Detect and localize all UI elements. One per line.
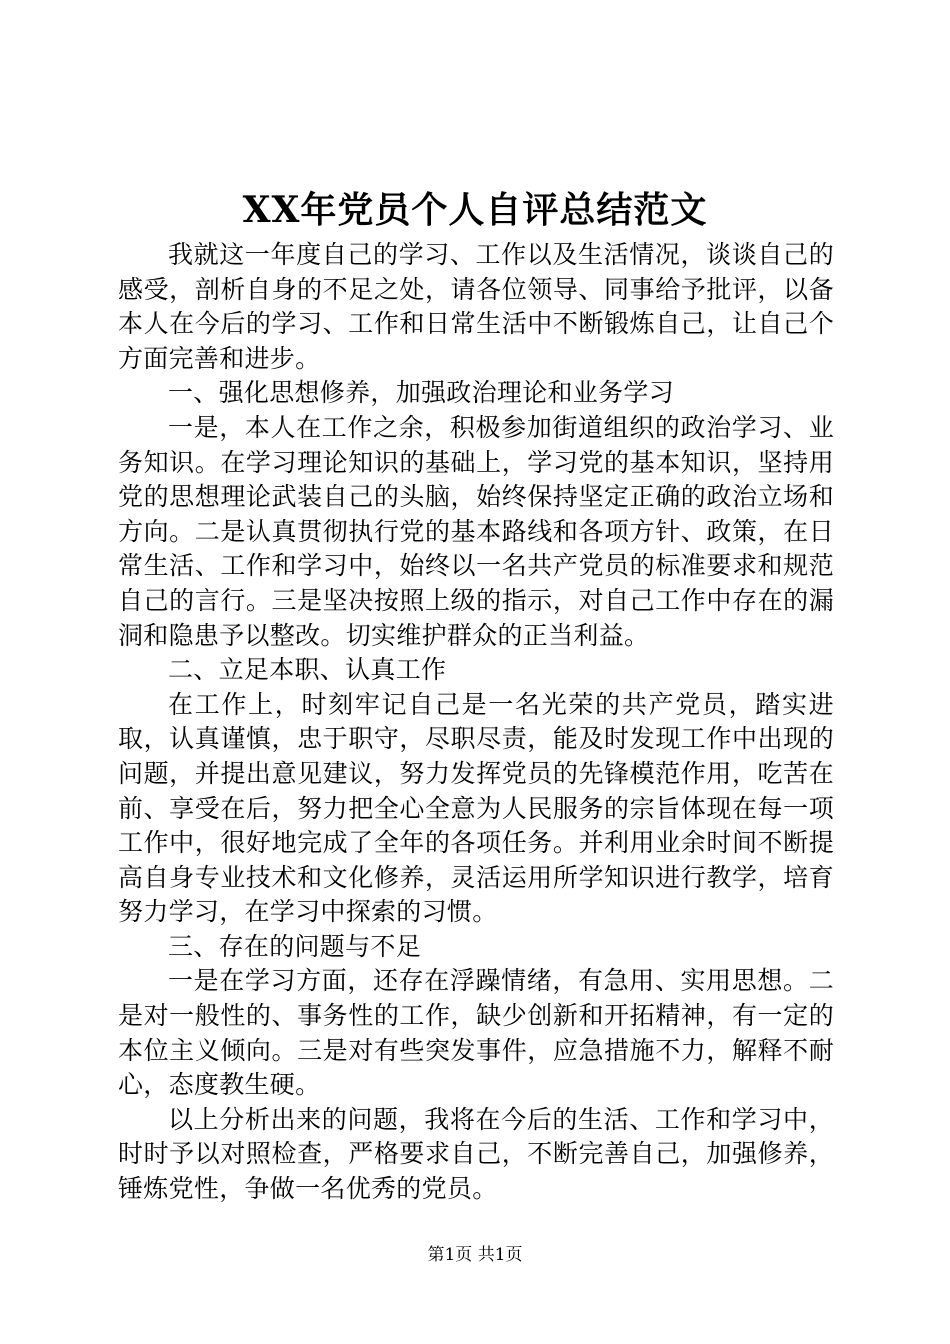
page-number-footer: 第1页 共1页: [427, 1245, 523, 1265]
document-title: XX年党员个人自评总结范文: [242, 189, 708, 231]
intro-paragraph: 我就这一年度自己的学习、工作以及生活情况，谈谈自己的感受，剖析自身的不足之处，请各位领导、同事给予批评，以备本人在今后的学习、工作和日常生活中不断锻炼自己，让自己个方面完善和进步。: [118, 240, 834, 373]
section-1-paragraph: 一是，本人在工作之余，积极参加街道组织的政治学习、业务知识。在学习理论知识的基础上，学习党的基本知识，坚持用党的思想理论武装自己的头脑，始终保持坚定正确的政治立场和方向。二是认真贯彻执行党的基本路线和各项方针、政策，在日常生活、工作和学习中，始终以一名共产党员的标准要求和规范自己的言行。三是坚决按照上级的指示，对自己工作中存在的漏洞和隐患予以整改。切实维护群众的正当利益。: [118, 412, 834, 650]
section-heading-3: 三、存在的问题与不足: [168, 931, 422, 961]
document-body: [118, 238, 834, 1207]
section-heading-1: 一、强化思想修养，加强政治理论和业务学习: [168, 378, 675, 408]
section-3-paragraph: 一是在学习方面，还存在浮躁情绪，有急用、实用思想。二是对一般性的、事务性的工作，缺少创新和开拓精神，有一定的本位主义倾向。三是对有些突发事件，应急措施不力，解释不耐心，态度教生硬。: [118, 966, 834, 1100]
section-2-paragraph: 在工作上，时刻牢记自己是一名光荣的共产党员，踏实进取，认真谨慎，忠于职守，尽职尽责，能及时发现工作中出现的问题，并提出意见建议，努力发挥党员的先锋模范作用，吃苦在前、享受在后，努力把全心全意为人民服务的宗旨体现在每一项工作中，很好地完成了全年的各项任务。并利用业余时间不断提高自身专业技术和文化修养，灵活运用所学知识进行教学，培育努力学习，在学习中探索的习惯。: [118, 689, 834, 927]
closing-paragraph: 以上分析出来的问题，我将在今后的生活、工作和学习中，时时予以对照检查，严格要求自己，不断完善自己，加强修养，锤炼党性，争做一名优秀的党员。: [118, 1104, 834, 1204]
section-heading-2: 二、立足本职、认真工作: [168, 655, 447, 685]
